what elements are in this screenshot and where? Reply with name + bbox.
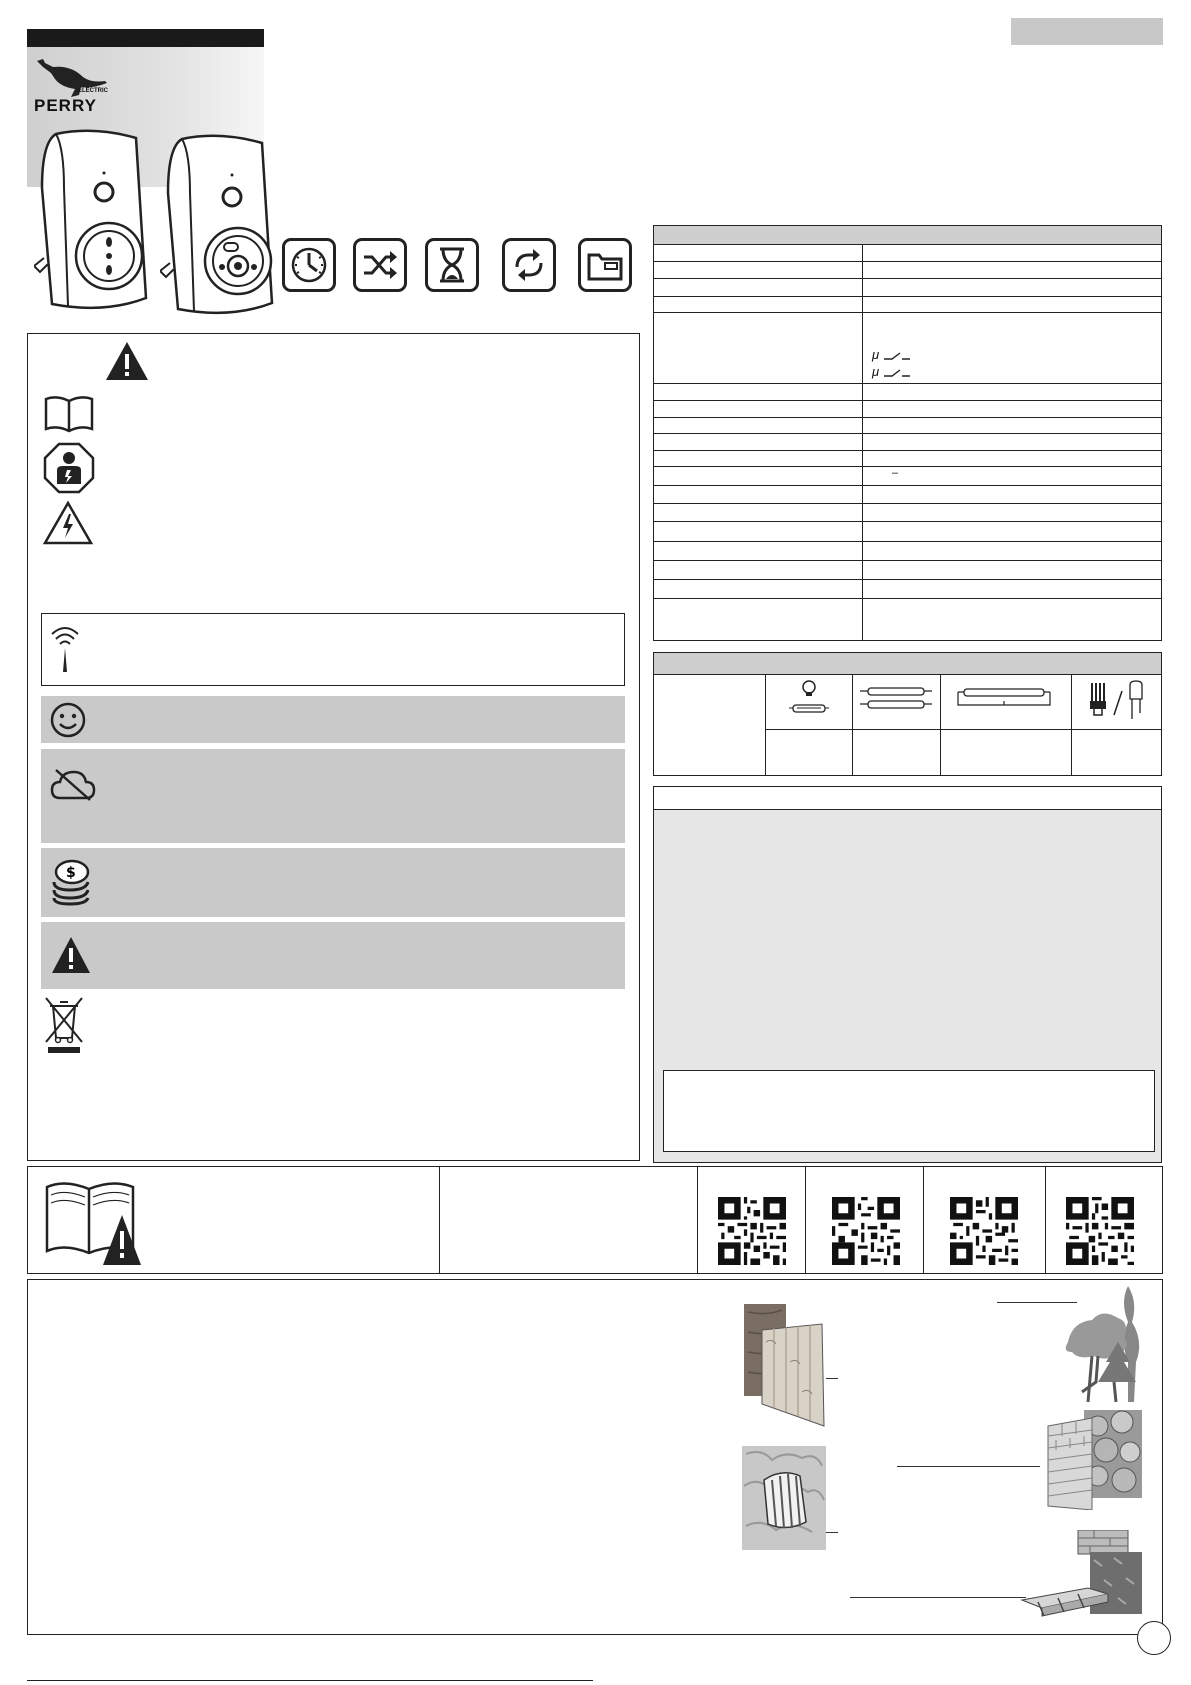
caution-band: [41, 922, 625, 989]
logo-text: PERRY: [34, 96, 97, 115]
logo-subtext: ELECTRIC: [78, 88, 108, 94]
fluorescent-tube-icon: [860, 686, 932, 712]
page-number-badge: [1137, 1621, 1171, 1655]
savings-band: [41, 848, 625, 917]
plug-device-illustration-2: [160, 133, 280, 323]
table-row: [654, 278, 1161, 296]
table-row: [654, 296, 1161, 312]
relay-contact-symbol-2: μ: [872, 364, 880, 379]
cloud-band: [41, 749, 625, 843]
coins-icon: [48, 858, 94, 906]
table-row: [654, 503, 1161, 521]
hourglass-icon: [425, 238, 479, 292]
brick-stone-wall-illustration: [1046, 1410, 1142, 1510]
folder-icon: [578, 238, 632, 292]
smiley-icon: [48, 700, 88, 740]
table-row: [654, 560, 1161, 579]
table-row: [654, 433, 1161, 450]
svg-text:$: $: [66, 865, 76, 881]
plug-device-illustration-1: [34, 128, 154, 318]
table-row: [654, 261, 1161, 278]
cloud-off-icon: [50, 768, 96, 802]
high-voltage-icon: [42, 500, 94, 546]
transmission-range-section: [27, 1279, 1163, 1635]
table-row: [654, 466, 1161, 485]
shuffle-icon: [353, 238, 407, 292]
cfl-led-lamp-icon: [1086, 679, 1150, 723]
footer-rule: [27, 1680, 593, 1681]
clock-icon: [282, 238, 336, 292]
table-row: [654, 579, 1161, 598]
lamp-loads-table: [653, 652, 1162, 776]
qr-code-4[interactable]: [1066, 1196, 1134, 1266]
warnings-section: [27, 333, 640, 1161]
installation-header: [654, 787, 1161, 810]
qr-code-2[interactable]: [832, 1196, 900, 1266]
concrete-floor-illustration: [1018, 1530, 1142, 1626]
relay-contact-symbol-1: μ: [872, 347, 880, 362]
wee-bin-icon: [44, 996, 84, 1054]
relay-switch-symbol-2: [884, 368, 910, 378]
spec-table-header: [654, 226, 1161, 245]
table-row: [654, 485, 1161, 503]
table-row: [654, 598, 1161, 616]
header-black-bar: [27, 29, 264, 47]
warning-icon: [50, 935, 92, 975]
repeat-icon: [502, 238, 556, 292]
spec-dash: –: [892, 467, 899, 479]
table-row: [654, 521, 1161, 541]
manual-book-icon: [43, 393, 95, 433]
eco-band: [41, 696, 625, 743]
qr-code-3[interactable]: [950, 1196, 1018, 1266]
plaster-brick-wall-illustration: [742, 1446, 826, 1550]
language-tag: [1011, 18, 1163, 45]
table-row: [654, 244, 1161, 261]
installation-note-box: [663, 1070, 1155, 1152]
manual-warning-icon: [43, 1173, 143, 1269]
relay-switch-symbol-1: [884, 351, 910, 361]
table-row: [654, 541, 1161, 560]
qr-code-1[interactable]: [718, 1196, 786, 1266]
technical-specifications-table: [653, 225, 1162, 641]
wood-panel-illustration: [742, 1302, 832, 1428]
incandescent-halogen-lamp-icon: [789, 679, 829, 719]
trees-illustration: [1058, 1282, 1162, 1406]
table-row: [654, 417, 1161, 433]
table-row: [654, 312, 1161, 383]
lamp-table-header: [654, 653, 1161, 675]
radio-signal-icon: [48, 622, 82, 674]
table-row: [654, 450, 1161, 466]
technician-icon: [43, 442, 95, 494]
table-row: [654, 383, 1161, 400]
table-row: [654, 400, 1161, 417]
warning-triangle-icon: [104, 340, 150, 382]
radio-frequency-box: [41, 613, 625, 686]
compensated-fluorescent-icon: [954, 687, 1054, 711]
